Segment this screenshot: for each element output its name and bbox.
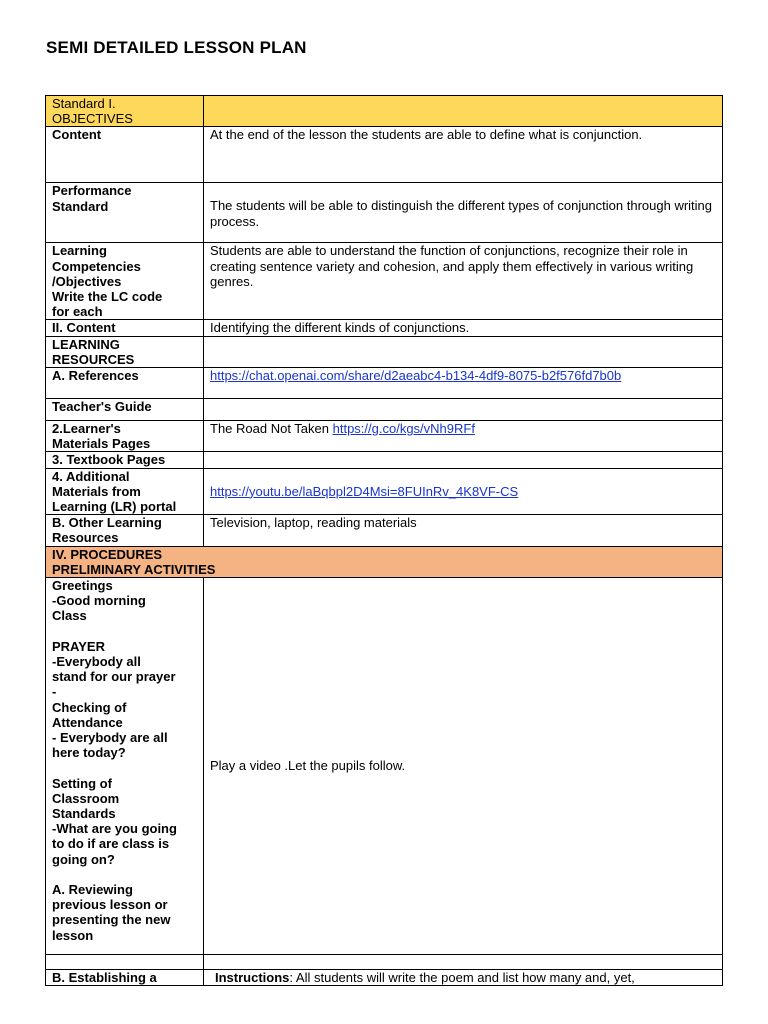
instructions-label: Instructions [215, 970, 290, 986]
performance-text: The students will be able to distinguish the different types of conjunction through writing process. [210, 198, 713, 229]
preliminary-line: Class [52, 608, 87, 624]
row-standard-objectives [46, 96, 723, 127]
preliminary-line: A. Reviewing [52, 882, 133, 898]
preliminary-line: - [52, 684, 57, 700]
label-line: 4. Additional [52, 468, 130, 484]
label-additional-materials [46, 468, 204, 515]
value-other-resources: Television, laptop, reading materials [204, 515, 723, 546]
row-textbook-pages [46, 452, 723, 468]
value-performance-standard [204, 183, 723, 243]
value-teachers-guide [204, 399, 723, 421]
row-blank [46, 955, 723, 970]
preliminary-line [52, 867, 197, 882]
preliminary-line: Standards [52, 806, 116, 822]
row-establishing [46, 970, 723, 986]
preliminary-line: Setting of [52, 775, 112, 791]
learners-materials-text: The Road Not Taken [210, 421, 333, 437]
heading-line: PRELIMINARY ACTIVITIES [52, 561, 216, 577]
label-content-ii: II. Content [46, 320, 204, 336]
value-standard-objectives [204, 96, 723, 127]
value-references [204, 368, 723, 399]
preliminary-activity-text: Play a video .Let the pupils follow. [210, 758, 406, 774]
instructions-text: : All students will write the poem and list how many and, yet, [289, 970, 635, 986]
row-preliminary-activities [46, 578, 723, 955]
label-line: LEARNING [52, 336, 120, 352]
preliminary-line [52, 624, 197, 639]
row-learning-competencies [46, 243, 723, 320]
value-learners-materials [204, 421, 723, 452]
preliminary-line: going on? [52, 851, 115, 867]
label-line: RESOURCES [52, 351, 135, 367]
label-line: Standard I. [52, 96, 116, 111]
row-content-ii [46, 320, 723, 336]
label-line: 2.Learner's [52, 421, 121, 437]
label-line: for each [52, 304, 103, 320]
blank-cell [204, 955, 723, 970]
references-link[interactable]: https://chat.openai.com/share/d2aeabc4-b134-4df9-8075-b2f576fd7b0b [210, 368, 622, 384]
preliminary-line: Attendance [52, 714, 123, 730]
additional-materials-link[interactable]: https://youtu.be/laBqbpl2D4Msi=8FUInRv_4K8VF-CS [210, 483, 519, 499]
value-additional-materials [204, 468, 723, 515]
label-line: Standard [52, 198, 109, 214]
label-line: Learning (LR) portal [52, 499, 177, 515]
row-content [46, 127, 723, 183]
label-content: Content [46, 127, 204, 183]
label-line: Materials from [52, 483, 141, 499]
heading-line: IV. PROCEDURES [52, 546, 163, 562]
preliminary-line: previous lesson or [52, 897, 168, 913]
row-performance-standard [46, 183, 723, 243]
row-procedures [46, 546, 723, 577]
preliminary-line: here today? [52, 745, 126, 761]
label-standard-objectives [46, 96, 204, 127]
blank-cell [46, 955, 204, 970]
preliminary-line: -Good morning [52, 593, 146, 609]
lesson-plan-table [45, 95, 723, 986]
preliminary-line [52, 760, 197, 775]
label-line: OBJECTIVES [52, 111, 133, 127]
label-textbook-pages: 3. Textbook Pages [46, 452, 204, 468]
label-learning-competencies [46, 243, 204, 320]
label-line: Competencies [52, 258, 141, 274]
row-other-resources [46, 515, 723, 546]
label-learners-materials [46, 421, 204, 452]
label-line: B. Other Learning [52, 515, 162, 531]
label-other-resources [46, 515, 204, 546]
value-establishing [204, 970, 723, 986]
preliminary-line: Greetings [52, 578, 113, 594]
preliminary-line: stand for our prayer [52, 669, 176, 685]
value-preliminary-activities [204, 578, 723, 955]
page-title: SEMI DETAILED LESSON PLAN [46, 38, 307, 57]
row-teachers-guide [46, 399, 723, 421]
label-line: /Objectives [52, 273, 122, 289]
value-learning-competencies: Students are able to understand the function of conjunctions, recognize their role in creating sentence variety and cohesion, and apply them effectively in various writing genres. [204, 243, 723, 320]
label-line: Materials Pages [52, 436, 151, 452]
preliminary-line: Classroom [52, 790, 120, 806]
preliminary-line: -What are you going [52, 821, 177, 837]
preliminary-line: -Everybody all [52, 654, 141, 670]
preliminary-line: to do if are class is [52, 836, 170, 852]
row-learners-materials [46, 421, 723, 452]
label-line: Performance [52, 183, 132, 199]
value-learning-resources [204, 336, 723, 367]
procedures-heading [46, 546, 723, 577]
row-references [46, 368, 723, 399]
preliminary-line: - Everybody are all [52, 730, 168, 746]
value-textbook-pages [204, 452, 723, 468]
row-learning-resources [46, 336, 723, 367]
row-additional-materials [46, 468, 723, 515]
value-content: At the end of the lesson the students are able to define what is conjunction. [204, 127, 723, 183]
label-references: A. References [46, 368, 204, 399]
label-preliminary-activities [46, 578, 204, 955]
label-establishing: B. Establishing a [46, 970, 204, 986]
preliminary-line: lesson [52, 927, 94, 943]
value-content-ii: Identifying the different kinds of conjunctions. [204, 320, 723, 336]
label-teachers-guide: Teacher's Guide [46, 399, 204, 421]
label-line: Learning [52, 243, 107, 259]
label-learning-resources [46, 336, 204, 367]
preliminary-line: Checking of [52, 699, 127, 715]
preliminary-line: PRAYER [52, 638, 105, 654]
preliminary-line: presenting the new [52, 912, 171, 928]
label-line: Resources [52, 530, 119, 546]
label-performance-standard [46, 183, 204, 243]
label-line: Write the LC code [52, 289, 163, 305]
learners-materials-link[interactable]: https://g.co/kgs/vNh9RFf [332, 421, 475, 437]
